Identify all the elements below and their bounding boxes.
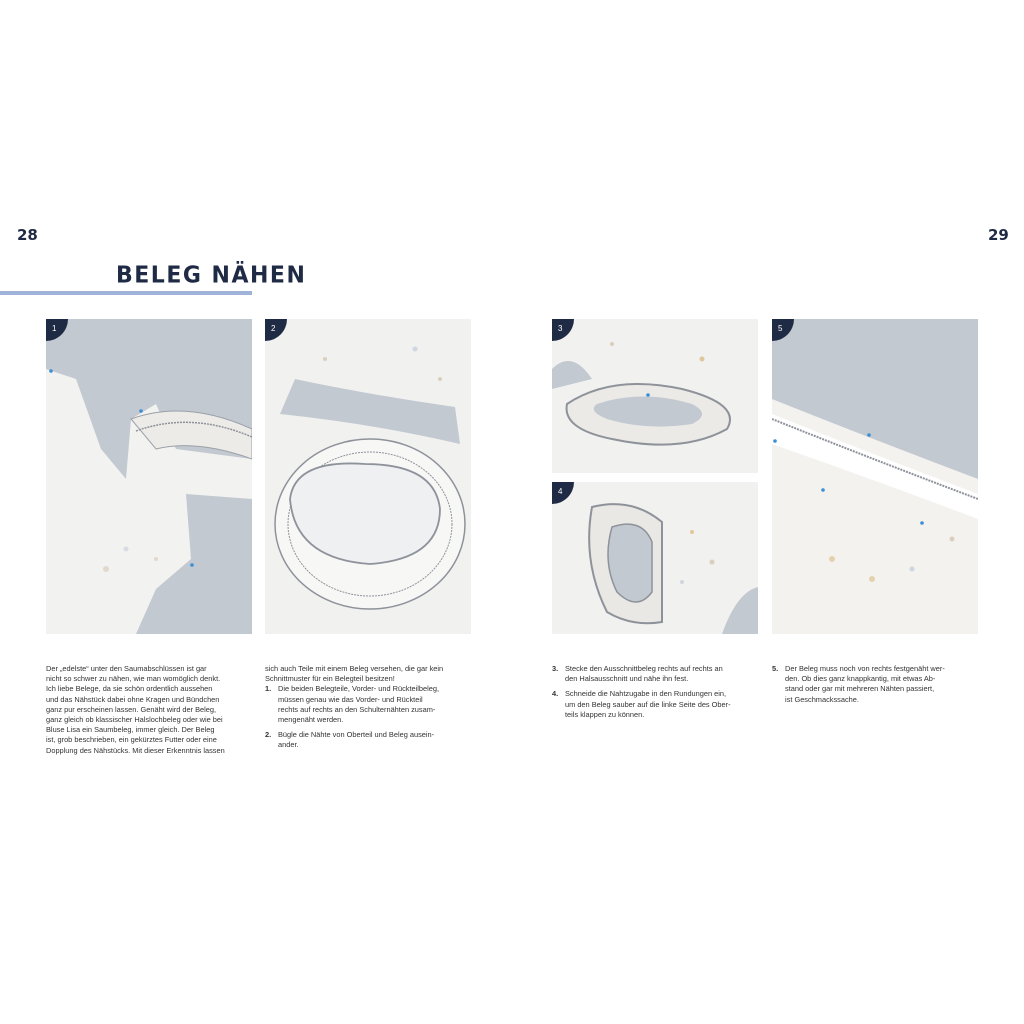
intro-line: sich auch Teile mit einem Beleg versehen, die gar kein (265, 664, 444, 673)
step-photo-2 (265, 319, 471, 634)
step-line: um den Beleg sauber auf die linke Seite des Ober- (565, 699, 731, 709)
photo-3-illustration (552, 319, 758, 473)
intro-line: ist, grob beschrieben, ein gekürztes Futter oder eine (46, 735, 217, 745)
step-badge-2: 2 (265, 319, 287, 341)
intro-line: ganz gleich ob klassischer Halslochbeleg oder wie bei (46, 715, 223, 725)
intro-line: Bluse Lisa ein Saumbeleg, immer gleich. Der Beleg (46, 725, 215, 735)
step-badge-1: 1 (46, 319, 68, 341)
step-number: 5. (772, 664, 779, 673)
steps-column-right (772, 664, 982, 710)
step-item-2 (265, 730, 475, 750)
step-line: Die beiden Belegteile, Vorder- und Rückteilbeleg, (278, 684, 440, 694)
step-photo-4 (552, 482, 758, 634)
step-badge-3: 3 (552, 319, 574, 341)
step-line: ander. (278, 740, 299, 750)
steps-column-middle (552, 664, 764, 725)
page-title: BELEG NÄHEN (116, 262, 307, 289)
intro-line: ganz pur erscheinen lassen. Genäht wird der Beleg, (46, 704, 217, 714)
step-photo-3 (552, 319, 758, 473)
step-badge-5: 5 (772, 319, 794, 341)
intro-line: Der „edelste“ unter den Saumabschlüssen ist gar (46, 664, 207, 673)
step-item-5 (772, 664, 982, 705)
intro-line: Ich liebe Belege, da sie schön ordentlich aussehen (46, 684, 213, 694)
step-line: Der Beleg muss noch von rechts festgenäht wer- (785, 664, 945, 673)
step-number: 3. (552, 664, 559, 673)
title-accent-rule (0, 291, 252, 295)
steps-column-left (265, 664, 475, 756)
intro-line: Dopplung des Nähstücks. Mit dieser Erkenntnis lassen (46, 745, 225, 755)
step-photo-5 (772, 319, 978, 634)
page-number-left: 28 (17, 226, 38, 244)
intro-text-column (46, 664, 258, 756)
step-number: 4. (552, 689, 559, 699)
step-line: Schneide die Nahtzugabe in den Rundungen ein, (565, 689, 727, 699)
step-line: den Halsausschnitt und nähe ihn fest. (565, 674, 689, 684)
intro-line: Schnittmuster für ein Belegteil besitzen! (265, 674, 395, 684)
step-number: 1. (265, 684, 272, 694)
step-item-4 (552, 689, 764, 720)
photo-4-illustration (552, 482, 758, 634)
step-photo-1 (46, 319, 252, 634)
step-line: müssen genau wie das Vorder- und Rückteil (278, 694, 423, 704)
step-line: rechts auf rechts an den Schulternähten zusam- (278, 704, 436, 714)
step-badge-4: 4 (552, 482, 574, 504)
step-line: den. Ob dies ganz knappkantig, mit etwas Ab- (785, 674, 936, 684)
step-number: 2. (265, 730, 272, 740)
step-line: ist Geschmackssache. (785, 694, 859, 704)
step-item-1 (265, 684, 475, 725)
step-line: stand oder gar mit mehreren Nähten passiert, (785, 684, 935, 694)
step-line: teils klappen zu können. (565, 709, 645, 719)
step-line: mengenäht werden. (278, 715, 344, 725)
photo-5-illustration (772, 319, 978, 634)
intro-line: nicht so schwer zu nähen, wie man womöglich denkt. (46, 674, 221, 684)
step-line: Stecke den Ausschnittbeleg rechts auf rechts an (565, 664, 723, 673)
step-line: Bügle die Nähte von Oberteil und Beleg ausein- (278, 730, 435, 740)
page-number-right: 29 (988, 226, 1009, 244)
photo-1-illustration (46, 319, 252, 634)
step-item-3 (552, 664, 764, 684)
intro-line: und das Nähstück dabei ohne Kragen und Bündchen (46, 694, 220, 704)
photo-2-illustration (265, 319, 471, 634)
